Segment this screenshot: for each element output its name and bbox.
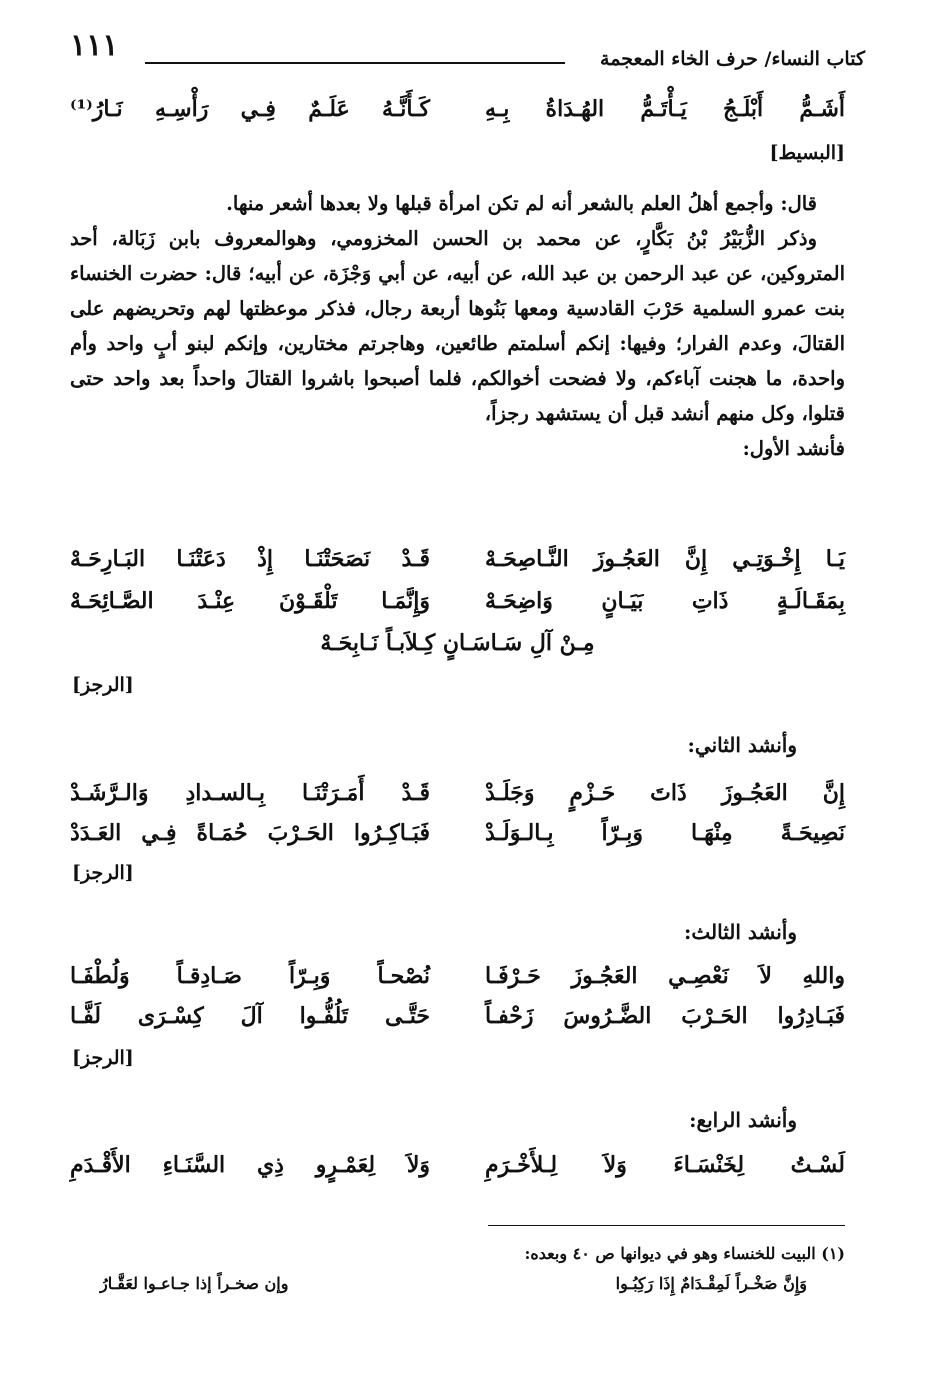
meter-label: [الرجز] [72, 862, 134, 884]
footnote-verse-first: وَإِنَّ صَخْـراً لَمِقْـدَامٌ إِذَا رَكِبُـوا [615, 1274, 807, 1293]
verse-first-hemistich: واللهِ لاَ نَعْصِـي العَجُـوزَ حَـرْفَـا [485, 963, 845, 989]
prose-block [70, 186, 845, 466]
verse-first-hemistich: بِمَقَـالَـةٍ ذَاتِ بَيَـانٍ وَاضِحَـهْ [485, 588, 845, 614]
verse-second-hemistich: نُصْحـاً وَبِـرّاً صَـادِقـاً وَلُطْفَـا [70, 963, 430, 989]
verse-line [70, 963, 845, 1001]
verse-line [70, 1152, 845, 1190]
header-rule [145, 62, 565, 64]
verse-first-hemistich: نَصِيحَـةً مِنْهَـا وَبِـرّاً بِـالـوَلَـدْ [485, 820, 845, 846]
meter-label: [البسيط] [769, 142, 845, 164]
verse-line [70, 1003, 845, 1041]
verse-line [70, 546, 845, 584]
verse-single-hemistich: مِـنْ آلِ سَـاسَـانٍ كِـلاَبـاً نَـابِحَـهْ [320, 630, 595, 656]
meter-label: [الرجز] [72, 674, 134, 696]
footnote-verse-second: وإن صخـراً إذا جـاعـوا لعَقَّـارُ [100, 1274, 289, 1293]
verse-first-hemistich: إِنَّ العَجُـوزَ ذَاتَ حَـزْمٍ وَجَلَـدْ [485, 780, 845, 806]
verse-first-hemistich: يَـا إِخْـوَتِـي إِنَّ العَجُـوزَ النَّـاصِحَـهْ [485, 546, 845, 572]
meter-label: [الرجز] [72, 1047, 134, 1069]
verse-line [70, 820, 845, 858]
verse-first-hemistich: أَشَـمُّ أَبْلَـجُ يَـأْتَـمُّ الهُـدَاةُ بِـهِ [485, 96, 845, 122]
page-header [70, 22, 865, 72]
verse-first-hemistich: لَسْـتُ لِخَنْسَـاءَ وَلاَ لِـلأَخْـرَمِ [485, 1152, 845, 1178]
verse-second-hemistich: كَـأَنَّـهُ عَلَـمٌ فِـي رَأْسِـهِ نَـارُ⁽¹⁾ [70, 96, 430, 122]
verse-second-hemistich: قَـدْ نَصَحَتْنَـا إِذْ دَعَتْنَـا البَـارِحَـهْ [70, 546, 430, 572]
verse-second-hemistich: وَإِنَّمَـا تَلْقَـوْنَ عِنْـدَ الصَّـائِحَـهْ [70, 588, 430, 614]
paragraph: وذكر الزُّبَيْرُ بْنُ بَكَّارٍ، عن محمد بن الحسن المخزومي، وهوالمعروف بابن زَبَالة، أحد المتروكين، عن عبد الرحمن بن عبد الله، عن أبيه، عن أبي وَجْزَة، عن أبيه؛ قال: حضرت الخنساء بنت عمرو السلمية حَرْبَ القادسية ومعها بَنُوها أربعة رجال، فذكر موعظتها لهم وتحريضهم على القتالَ، وعدم الفرار؛ وفيها: إنكم أسلمتم طائعين، وهاجرتم مختارين، وإنكم لبنو أبٍ واحد وأم واحدة، ما هجنت آباءكم، ولا فضحت أخوالكم، فلما أصبحوا باشروا القتالَ واحداً بعد واحد حتى قتلوا، وكل منهم أنشد قبل أن يستشهد رجزاً، [70, 227, 845, 425]
verse-second-hemistich: قَـدْ أَمَـرَتْنَـا بِـالسـدادِ وَالـرَّشَـدْ [70, 780, 430, 806]
paragraph: قال: وأجمع أهلُ العلم بالشعر أنه لم تكن امرأة قبلها ولا بعدها أشعر منها. [226, 192, 817, 215]
footnote-text: (١) البيت للخنساء وهو في ديوانها ص ٤٠ وبعده: [524, 1244, 845, 1263]
verse-line [70, 588, 845, 626]
verse-intro: وأنشد الثالث: [684, 920, 797, 944]
footnote-rule [488, 1225, 845, 1226]
verse-line [70, 780, 845, 818]
verse-line-single [70, 630, 845, 668]
verse-second-hemistich: حَتَّـى تَلُفُّـوا آلَ كِسْـرَى لَفَّـا [70, 1003, 430, 1029]
verse-first-hemistich: فَبَـادِرُوا الحَـرْبَ الضَّـرُوسَ زَحْفـاً [485, 1003, 845, 1029]
verse-second-hemistich: وَلاَ لِعَمْـرٍو ذِي السَّنَـاءِ الأَقْـدَمِ [70, 1152, 430, 1178]
verse-intro: وأنشد الرابع: [689, 1108, 797, 1132]
paragraph: فأنشد الأول: [742, 437, 845, 460]
page-number: ١١١ [70, 28, 119, 63]
running-head: كتاب النساء/ حرف الخاء المعجمة [600, 48, 865, 70]
verse-second-hemistich: فَبَـاكِـرُوا الحَـرْبَ حُمَـاةً فِـي العَـدَدْ [70, 820, 430, 846]
verse-intro: وأنشد الثاني: [687, 733, 797, 757]
opening-verse [70, 96, 845, 134]
